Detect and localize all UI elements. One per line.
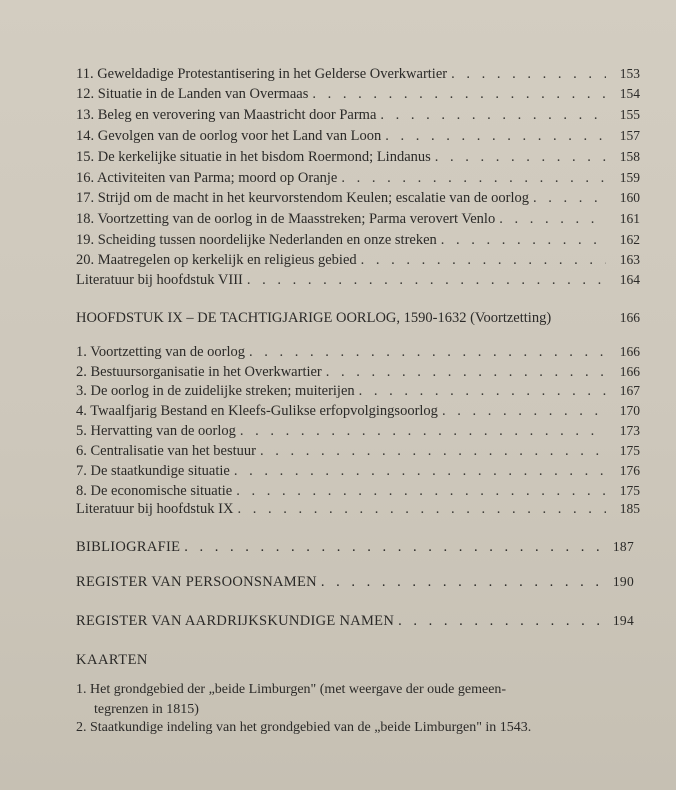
leader-dots <box>321 571 600 593</box>
leader-dots <box>236 481 606 501</box>
leader-dots <box>359 381 606 401</box>
toc-entry-page: 155 <box>619 107 640 122</box>
toc-section-page: 187 <box>612 539 634 554</box>
toc-entry-label: Literatuur bij hoofdstuk IX <box>76 501 234 517</box>
toc-entry-page: 173 <box>619 423 640 438</box>
toc-entry-label: 19. Scheiding tussen noordelijke Nederlanden en onze streken <box>76 232 437 248</box>
toc-entry-page: 166 <box>619 364 640 379</box>
toc-entry-label: 1. Voortzetting van de oorlog <box>76 344 246 360</box>
leader-dots <box>441 230 606 250</box>
toc-entry-page: 176 <box>619 463 640 478</box>
map-item-line: 1. Het grondgebied der „beide Limburgen" (met weergave der oude gemeen- <box>76 682 507 697</box>
toc-entry <box>76 362 640 382</box>
toc-entry-page: 163 <box>619 252 640 267</box>
toc-entry-page: 157 <box>619 128 640 143</box>
toc-section-label: REGISTER VAN AARDRIJKSKUNDIGE NAMEN <box>76 613 395 629</box>
toc-entry-page: 159 <box>619 170 640 185</box>
toc-section-label: BIBLIOGRAFIE <box>76 539 181 555</box>
toc-entry <box>76 441 640 461</box>
chapter-heading-page: 166 <box>619 310 640 325</box>
toc-entry-page: 170 <box>619 403 640 418</box>
leader-dots <box>326 362 606 382</box>
toc-entry <box>76 461 640 481</box>
toc-entry-label: 15. De kerkelijke situatie in het bisdom Roermond; Lindanus <box>76 149 431 165</box>
leader-dots <box>499 209 606 229</box>
toc-entry <box>76 147 640 167</box>
toc-entry <box>76 84 640 104</box>
toc-section <box>76 610 634 632</box>
leader-dots <box>234 461 606 481</box>
toc-entry-page: 161 <box>619 211 640 226</box>
toc-entry-label: 17. Strijd om de macht in het keurvorstendom Keulen; escalatie van de oorlog <box>76 190 530 206</box>
toc-entry-label: 3. De oorlog in de zuidelijke streken; muiterijen <box>76 383 355 399</box>
leader-dots <box>435 147 606 167</box>
leader-dots <box>184 536 600 558</box>
toc-entry <box>76 105 640 125</box>
toc-entry-label: 4. Twaalfjarig Bestand en Kleefs-Gulikse erfopvolgingsoorlog <box>76 403 438 419</box>
toc-entry-label: 14. Gevolgen van de oorlog voor het Land van Loon <box>76 128 382 144</box>
leader-dots <box>247 270 606 290</box>
toc-entry <box>76 342 640 362</box>
toc-entry <box>76 64 640 84</box>
toc-entry-page: 175 <box>619 483 640 498</box>
toc-entry <box>76 250 640 270</box>
leader-dots <box>398 610 600 632</box>
leader-dots <box>451 64 606 84</box>
toc-entry-page: 154 <box>619 86 640 101</box>
toc-entry-label: 20. Maatregelen op kerkelijk en religieus gebied <box>76 252 357 268</box>
toc-entry-label: Literatuur bij hoofdstuk VIII <box>76 272 243 288</box>
leader-dots <box>533 188 606 208</box>
toc-entry-label: 16. Activiteiten van Parma; moord op Oranje <box>76 170 338 186</box>
toc-entry-label: 13. Beleg en verovering van Maastricht door Parma <box>76 107 377 123</box>
leader-dots <box>240 421 606 441</box>
toc-entry-label: 8. De economische situatie <box>76 483 233 499</box>
toc-entry <box>76 230 640 250</box>
toc-entry <box>76 126 640 146</box>
toc-entry <box>76 401 640 421</box>
toc-entry <box>76 168 640 188</box>
toc-entry-page: 153 <box>619 66 640 81</box>
toc-entry-page: 164 <box>619 272 640 287</box>
toc-entry-page: 166 <box>619 344 640 359</box>
toc-entry-label: 7. De staatkundige situatie <box>76 463 230 479</box>
chapter-heading <box>76 308 640 328</box>
leader-dots <box>380 105 606 125</box>
maps-heading: KAARTEN <box>76 652 148 668</box>
toc-entry-label: 18. Voortzetting van de oorlog in de Maasstreken; Parma verovert Venlo <box>76 211 496 227</box>
toc-entry <box>76 499 640 519</box>
toc-section-label: REGISTER VAN PERSOONSNAMEN <box>76 574 317 590</box>
leader-dots <box>237 499 606 519</box>
toc-entry-label: 5. Hervatting van de oorlog <box>76 423 236 439</box>
leader-dots <box>249 342 606 362</box>
toc-section-page: 190 <box>612 574 634 589</box>
toc-entry-page: 185 <box>619 501 640 516</box>
chapter-heading-label: HOOFDSTUK IX – DE TACHTIGJARIGE OORLOG, 1590-1632 (Voortzetting) <box>76 310 552 326</box>
toc-entry-label: 12. Situatie in de Landen van Overmaas <box>76 86 309 102</box>
map-item-line: 2. Staatkundige indeling van het grondgebied van de „beide Limburgen" in 1543. <box>76 720 532 735</box>
toc-entry-page: 162 <box>619 232 640 247</box>
toc-entry-page: 158 <box>619 149 640 164</box>
toc-entry-page: 160 <box>619 190 640 205</box>
toc-entry <box>76 421 640 441</box>
leader-dots <box>341 168 606 188</box>
toc-entry <box>76 270 640 290</box>
toc-entry-page: 175 <box>619 443 640 458</box>
toc-entry-label: 11. Geweldadige Protestantisering in het Gelderse Overkwartier <box>76 66 448 82</box>
toc-entry-label: 2. Bestuursorganisatie in het Overkwartier <box>76 364 322 380</box>
leader-dots <box>385 126 606 146</box>
map-list-item <box>76 680 606 720</box>
toc-entry-page: 167 <box>619 383 640 398</box>
leader-dots <box>312 84 606 104</box>
toc-entry <box>76 481 640 501</box>
toc-section <box>76 571 634 593</box>
toc-section-page: 194 <box>612 613 634 628</box>
leader-dots <box>442 401 606 421</box>
leader-dots <box>260 441 606 461</box>
toc-entry <box>76 381 640 401</box>
toc-entry <box>76 188 640 208</box>
map-list-item <box>76 718 606 738</box>
map-item-line-continued: tegrenzen in 1815) <box>94 702 199 717</box>
toc-entry-label: 6. Centralisatie van het bestuur <box>76 443 256 459</box>
toc-entry <box>76 209 640 229</box>
leader-dots <box>361 250 606 270</box>
toc-section <box>76 536 634 558</box>
